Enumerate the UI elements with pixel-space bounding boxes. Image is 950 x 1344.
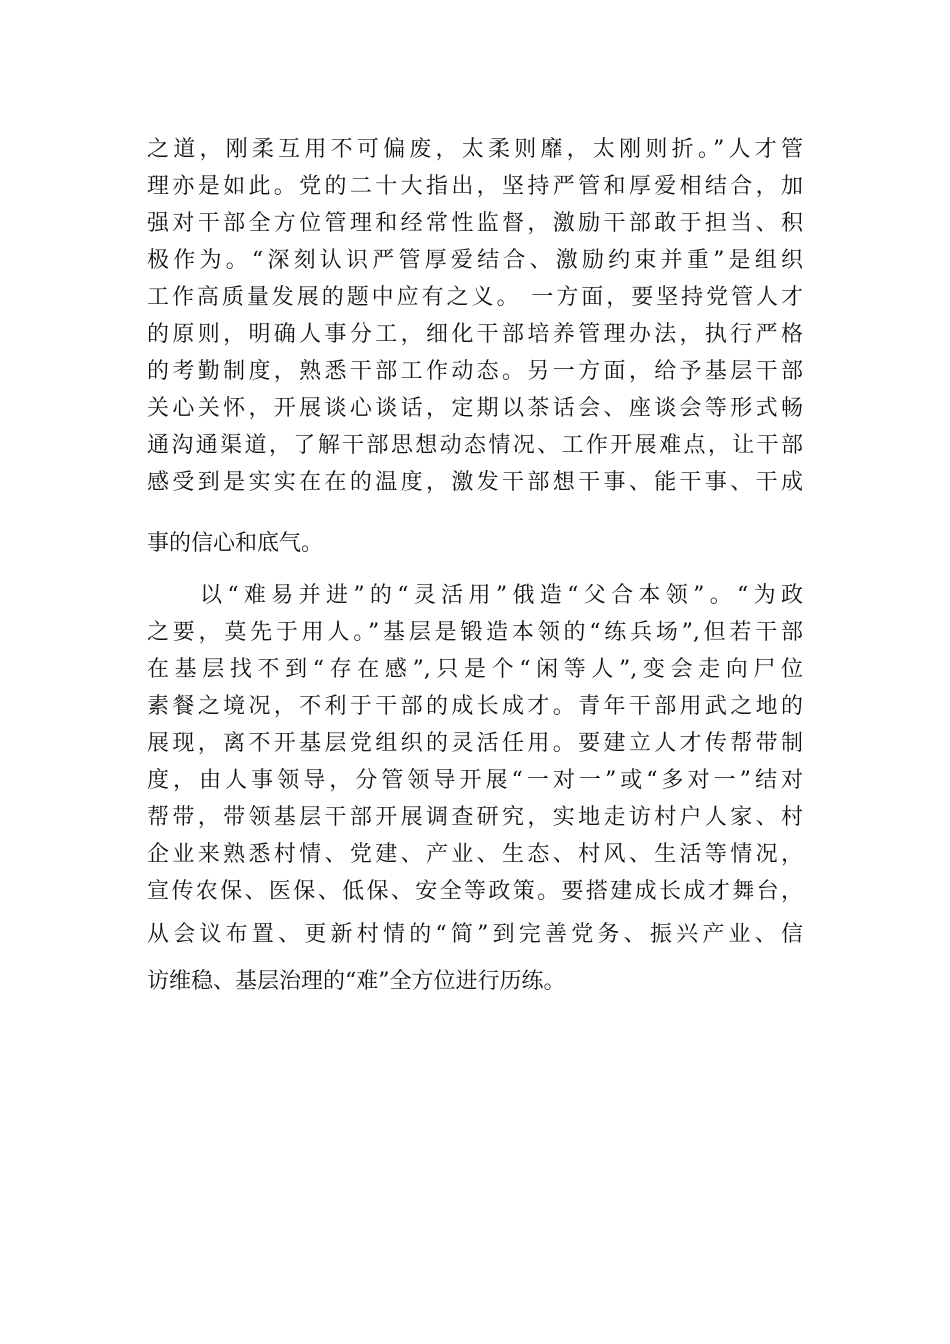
paragraph-line: 的考勤制度，熟悉干部工作动态。另一方面，给予基层干部 — [147, 359, 803, 384]
paragraph-line: 访维稳、基层治理的“难”全方位进行历练。 — [147, 969, 566, 994]
paragraph-line: 工作高质量发展的题中应有之义。 一方面，要坚持党管人才 — [147, 285, 803, 310]
paragraph-line: 极作为。“深刻认识严管厚爱结合、激励约束并重”是组织 — [147, 248, 803, 273]
paragraph-line: 宣传农保、医保、低保、安全等政策。要搭建成长成才舞台， — [147, 879, 803, 904]
paragraph-line: 的原则，明确人事分工，细化干部培养管理办法，执行严格 — [147, 322, 803, 347]
paragraph-line: 以“难易并进”的“灵活用”俄造“父合本领”。“为政 — [200, 583, 803, 608]
paragraph-line: 感受到是实实在在的温度，激发干部想干事、能干事、干成 — [147, 470, 803, 495]
paragraph-line: 之道，刚柔互用不可偏废，太柔则靡，太刚则折。”人才管 — [147, 137, 803, 162]
paragraph-line: 关心关怀，开展谈心谈话，定期以茶话会、座谈会等形式畅 — [147, 396, 803, 421]
paragraph-line: 通沟通渠道，了解干部思想动态情况、工作开展难点，让干部 — [147, 433, 803, 458]
paragraph-line: 展现，离不开基层党组织的灵活任用。要建立人才传帮带制 — [147, 731, 803, 756]
paragraph-line: 企业来熟悉村情、党建、产业、生态、村风、生活等情况， — [147, 842, 803, 867]
paragraph-line: 之要，莫先于用人。”基层是锻造本领的“练兵场”,但若干部 — [147, 620, 803, 645]
paragraph-line: 帮带，带领基层干部开展调查研究，实地走访村户人家、村 — [147, 805, 803, 830]
paragraph-line: 强对干部全方位管理和经常性监督，激励干部敢于担当、积 — [147, 211, 803, 236]
paragraph-line: 在基层找不到“存在感”,只是个“闲等人”,变会走向尸位 — [147, 657, 803, 682]
paragraph-line: 事的信心和底气。 — [147, 531, 324, 556]
paragraph-line: 从会议布置、更新村情的“简”到完善党务、振兴产业、信 — [147, 922, 803, 947]
paragraph-line: 素餐之境况，不利于干部的成长成才。青年干部用武之地的 — [147, 694, 803, 719]
paragraph-line: 度，由人事领导，分管领导开展“一对一”或“多对一”结对 — [147, 768, 803, 793]
paragraph-line: 理亦是如此。党的二十大指出，坚持严管和厚爱相结合，加 — [147, 174, 803, 199]
